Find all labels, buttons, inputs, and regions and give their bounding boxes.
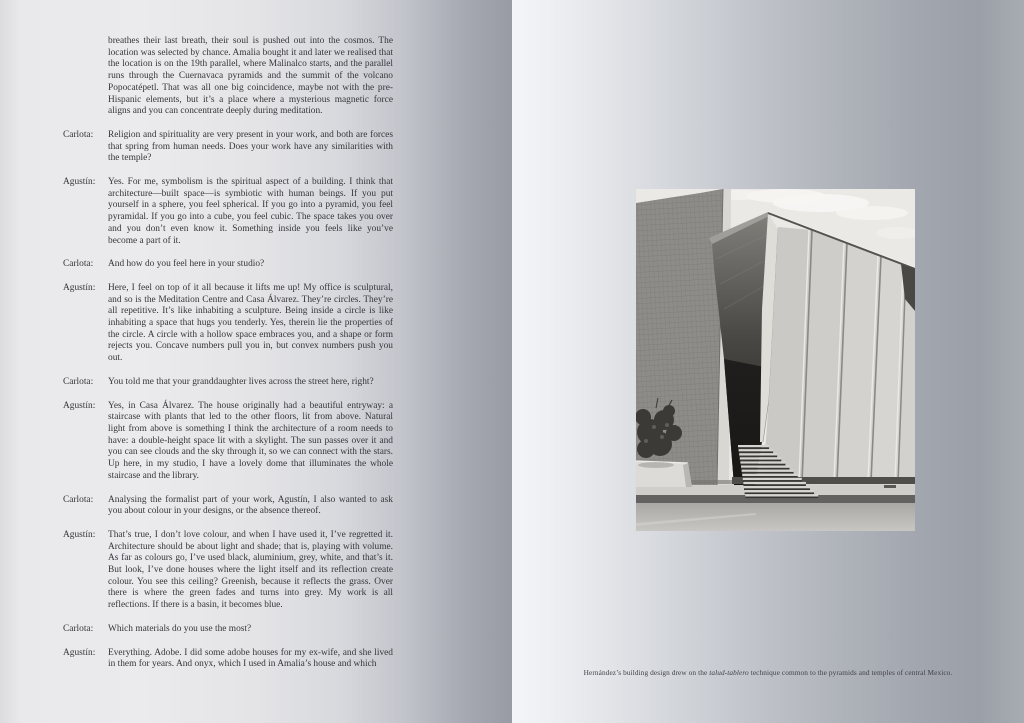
speaker-label: Agustín: — [63, 400, 96, 411]
speaker-label: Carlota: — [63, 376, 94, 387]
dialogue-text: Everything. Adobe. I did some adobe houses for my ex-wife, and she lived in them for years. And onyx, which I used in Amalia’s house and which — [108, 647, 393, 670]
dialogue-text: Yes, in Casa Álvarez. The house originally had a beautiful entryway: a staircase with plants that led to the other floors, lit from above. Natural light from above is something I think the architecture of a room needs to have: a double-height space lit with a skylight. The sun passes over it and you can see clouds and the sky through it, so we can connect with the stars. Up here, in my studio, I have a lovely dome that illuminates the whole staircase and the library. — [108, 400, 393, 481]
photo-planter — [636, 461, 692, 487]
dialogue-text: And how do you feel here in your studio? — [108, 259, 265, 270]
dialogue-entry — [63, 377, 395, 389]
speaker-label: Carlota: — [63, 129, 94, 140]
dialogue-text: Analysing the formalist part of your work, Agustín, I also wanted to ask you about colour in your designs, or the absence thereof. — [108, 494, 393, 517]
caption-text-before: Hernández’s building design drew on the — [583, 668, 710, 677]
speaker-label: Carlota: — [63, 494, 94, 505]
dialogue-text: breathes their last breath, their soul is pushed out into the cosmos. The location was selected by chance. Amalia bought it and later we realised that the location is on the 19th parallel, where Malinalco starts, and the parallel runs through the Cuernavaca pyramids and the summit of the volcano Popocatépetl. That was all one big coincidence, maybe not with the pre-Hispanic elements, but it’s a place where a mysterious magnetic force aligns and you can concentrate deeply during meditation. — [108, 36, 393, 117]
dialogue-text: Which materials do you use the most? — [108, 623, 252, 634]
speaker-label: Carlota: — [63, 623, 94, 634]
speaker-label: Agustín: — [63, 177, 96, 188]
speaker-label: Agustín: — [63, 529, 96, 540]
speaker-label: Carlota: — [63, 259, 94, 270]
building-photo — [636, 189, 915, 531]
dialogue-entry — [63, 624, 395, 636]
dialogue-entry — [63, 495, 395, 518]
dialogue-text: Here, I feel on top of it all because it lifts me up! My office is sculptural, and so is the Meditation Centre and Casa Álvarez. They’re circles. They’re all repetitive. It’s like inhabiting a sculpture. Being inside a circle is like inhabiting a space that hugs you tenderly. Yes, therein lie the properties of the circle. A circle with a hollow space embraces you, and a shape or form rejects you. Concave numbers pull you in, but convex numbers push you out. — [108, 282, 393, 364]
dialogue-entry — [63, 259, 395, 271]
dialogue-entry — [63, 177, 395, 247]
speaker-label: Agustín: — [63, 282, 96, 293]
photo-caption — [512, 668, 1024, 677]
dialogue-text: You told me that your granddaughter lives across the street here, right? — [108, 376, 374, 387]
dialogue-entry — [63, 283, 395, 365]
dialogue-entry — [63, 530, 395, 612]
speaker-label — [63, 36, 108, 118]
dialogue-text: Religion and spirituality are very present in your work, and both are forces that spring from human needs. Does your work have any similarities with the temple? — [108, 129, 393, 164]
dialogue-entry — [63, 130, 395, 165]
dialogue-entry — [63, 36, 395, 118]
right-page — [512, 0, 1024, 723]
interview-dialogue — [63, 36, 395, 671]
caption-text-after: technique common to the pyramids and temples of central Mexico. — [748, 668, 953, 677]
dialogue-text: That’s true, I don’t love colour, and when I have used it, I’ve regretted it. Architecture should be about light and shade; that is, playing with volume. As far as colours go, I’ve used black, aluminium, grey, white, and that’s it. But look, I’ve done houses where the light itself and its reflection create colour. You see this ceiling? Greenish, because it reflects the grass. Over there is where the green fades and turns into grey. My work is all reflections. If there is a basin, it becomes blue. — [108, 529, 393, 611]
dialogue-entry — [63, 401, 395, 483]
dialogue-text: Yes. For me, symbolism is the spiritual aspect of a building. I think that architecture—built space—is symbiotic with human beings. If you put yourself in a sphere, you feel spherical. If you go into a pyramid, you feel pyramidal. If you go into a cube, you feel cubic. The space takes you over and you don’t even know it. Something inside you feels like you’ve become a part of it. — [108, 177, 393, 246]
caption-text-italic: talud-tablero — [709, 668, 749, 677]
speaker-label: Agustín: — [63, 647, 96, 658]
dialogue-entry — [63, 648, 395, 671]
